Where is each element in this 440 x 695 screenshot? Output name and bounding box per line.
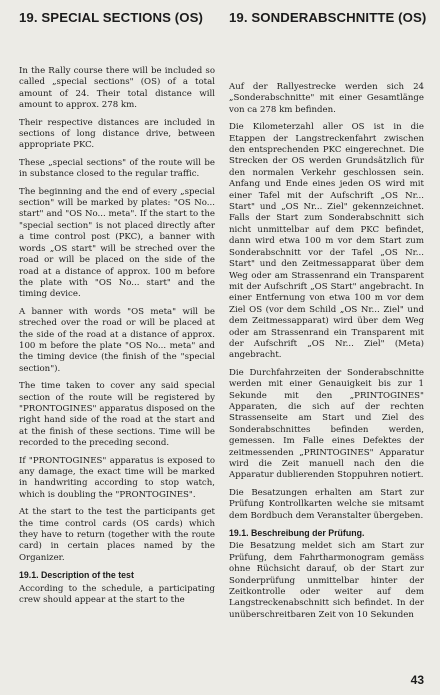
subheading-beschreibung: 19.1. Beschreibung der Prüfung. xyxy=(229,528,365,539)
paragraph: Die Durchfahrzeiten der Sonderabschnitte werden mit einer Genauigkeit bis zur 1 Sekunde mit den „PRINTOGINES" Apparaten, die sich auf der rechten Strassenseite am Start und Ziel des Sonderabschnittes befinden werden, gemessen. Im Falle eines Defektes der zeitmessenden „PRINTOGINES" Apparatur wird die Zeit manuell nach den die Apparatur dublierenden Stoppuhren notiert. xyxy=(229,367,424,481)
german-column xyxy=(229,82,424,627)
section-title-english: 19. SPECIAL SECTIONS (OS) xyxy=(19,10,203,25)
section-title-german: 19. SONDERABSCHNITTE (OS) xyxy=(229,10,427,25)
paragraph: The time taken to cover any said special section of the route will be registered by "PRONTOGINES" apparatus disposed on the right hand side of the road at the start and at the finish of these sections. Time will be recorded to the preceding second. xyxy=(19,381,215,449)
paragraph: Their respective distances are included in sections of long distance drive, between appropriate PKC. xyxy=(19,117,215,151)
page-number: 43 xyxy=(410,673,424,687)
subheading-description-of-test: 19.1. Description of the test xyxy=(19,570,134,581)
paragraph: Auf der Rallyestrecke werden sich 24 „Sonderabschnitte" mit einer Gesamtlänge von ca 278 km befinden. xyxy=(229,82,424,115)
paragraph: If "PRONTOGINES" apparatus is exposed to any damage, the exact time will be marked in handwriting according to stop watch, which is doubling the "PRONTOGINES". xyxy=(19,455,215,500)
paragraph: The beginning and the end of every „special section" will be marked by plates: "OS No... start" and "OS No... meta". If the start to the "special section" is not placed directly after a time control post (PKC), a banner with words „OS start" will be streched over the road or will be placed on the side of the road at a distance of approx. 100 m before the plate with "OS No... start" and the timing device. xyxy=(19,186,215,300)
paragraph: According to the schedule, a participating crew should appear at the start to the xyxy=(19,583,215,606)
paragraph: Die Besatzungen erhalten am Start zur Prüfung Kontrollkarten welche sie mitsamt dem Bordbuch dem Veranstalter übergeben. xyxy=(229,487,424,521)
english-column xyxy=(19,66,215,612)
paragraph: These „special sections" of the route will be in substance closed to the regular traffic. xyxy=(19,157,215,180)
paragraph: At the start to the test the participants get the time control cards (OS cards) which they have to return (together with the route card) in certain places named by the Organizer. xyxy=(19,507,215,563)
paragraph: In the Rally course there will be included so called „special sections" (OS) of a total amount of 24. Their total distance will amount to approx. 278 km. xyxy=(19,66,215,111)
paragraph: Die Besatzung meldet sich am Start zur Prüfung, dem Fahrtharmonogram gemäss ohne Rüchsicht darauf, ob der Start zur Sonderprüfung unmittelbar hinter der Zeitkontrolle oder weiter auf dem Langstreckenabschnitt sich befindet. In der unüberschreitbaren Zeit von 10 Sekunden xyxy=(229,541,424,620)
paragraph: Die Kilometerzahl aller OS ist in die Etappen der Langstreckenfahrt zwischen den entsprechenden PKC eingerechnet. Die Strecken der OS werden Grundsätzlich für den normalen Verkehr geschlossen sein. Anfang und Ende eines jeden OS wird mit einer Tafel mit der Aufschrift „OS Nr... Start" und „OS Nr... Ziel" gekennzeichnet. Falls der Start zum Sonderabschnitt sich nicht unmittelbar auf dem PKC befindet, dann wird etwa 100 m vor dem Start zum Sonderabschnitt vor der Tafel „OS Nr... Start" und den Zeitmessapparat über dem Weg oder am Strassenrand ein Transparent mit der Aufschrift „OS Start" angebracht. In einer Entfernung von etwa 100 m vor dem Ziel OS (vor dem Schild „OS Nr... Ziel" und dem Zeitmessapparat) wird über dem Weg oder am Strassenrand ein Transparent mit der Aufschrift „OS Nr... Ziel" (Meta) angebracht. xyxy=(229,122,424,361)
paragraph: A banner with words "OS meta" will be streched over the road or will be placed at the side of the road at a distance of approx. 100 m before the plate "OS No... meta" and the timing device (the finish of the "special section"). xyxy=(19,306,215,374)
